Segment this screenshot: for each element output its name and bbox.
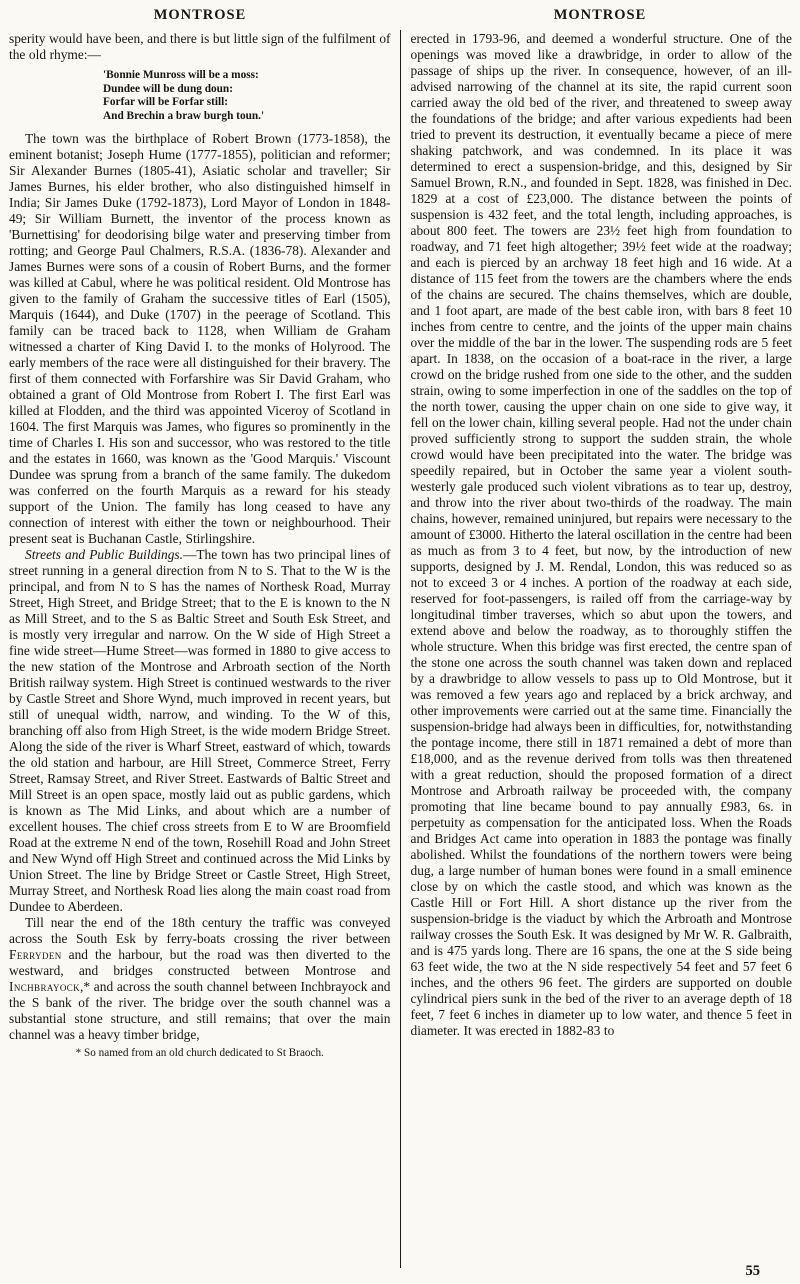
paragraph-streets: Streets and Public Buildings.—The town has two principal lines of street running in a general direction from N to S. That to the W is the principal, and from N to S has the names of Northesk Road, Murray Street, High Street, and Bridge Street; that to the E is known to the N as Mill Street, and to the S as Baltic Street and South Esk Street, and is mostly very irregular and narrow. On the W side of High Street a fine wide street—Hume Street—was formed in 1880 to give access to the new station of the Montrose and Arbroath section of the North British railway system. High Street is continued westwards to the river by Castle Street and Shore Wynd, much improved in recent years, but still of unequal width, narrow, and winding. To the W of this, branching off also from High Street, is the wide modern Bridge Street. Along the side of the river is Wharf Street, eastward of which, towards the old station and harbour, are Hill Street, Commerce Street, Ferry Street, Ramsay Street, and River Street. Eastwards of Baltic Street and Mill Street is an open space, mostly laid out as public gardens, which is known as The Mid Links, and about which are a number of excellent houses. The chief cross streets from E to W are Broomfield Road at the extreme N end of the town, Rosehill Road and John Street and New Wynd off High Street and continued across the Mid Links by Union Street. The line by Bridge Street or Castle Street, High Street, Murray Street, and Northesk Road lies along the main coast road from Dundee to Aberdeen.	[9, 547, 391, 915]
left-column	[9, 31, 391, 1269]
column-divider	[400, 30, 401, 1268]
running-head-right: MONTROSE	[553, 7, 647, 23]
paragraph-continuation-right: erected in 1793-96, and deemed a wonderful structure. One of the openings was moved like a drawbridge, in order to allow of the passage of ships up the river. In consequence, however, of an ill-advised narrowing of the channel at its site, the rapid current soon carried away the old bed of the river, and threatened to sweep away the foundations of the bridge; and after various expedients had been tried to prevent its destruction, it eventually became a piece of mere shaking patchwork, and was condemned. In its place it was determined to erect a suspension-bridge, and this, designed by Sir Samuel Brown, R.N., and founded in Sept. 1828, was finished in Dec. 1829 at a cost of £23,000. The distance between the points of suspension is 432 feet, and the total length, including approaches, is about 800 feet. The towers are 23½ feet high from foundation to roadway, and 71 feet high altogether; 39½ feet wide at the roadway; and each is pierced by an archway 18 feet high and 16 wide. At a distance of 115 feet from the towers are the chambers where the ends of the chains are secured. The chains themselves, which are double, and 1 foot apart, are made of the best cable iron, with bars 8 feet 10 inches from centre to centre, and the joints of the upper main chains over the middle of the bar in the lower. The suspending rods are 5 feet apart. In 1838, on the occasion of a boat-race in the river, a large crowd on the bridge rushed from one side to the other, and the sudden strain, owing to some imperfection in one of the saddles on the top of the north tower, causing the upper chain on one side to give way, it fell on the lower chain, killing several people. Had not the under chain proved sufficiently strong to support the sudden strain, the whole crowd would have been precipitated into the water. The bridge was speedily repaired, but in October the same year a violent south-westerly gale produced such violent vibrations as to tear up, destroy, and throw into the river about two-thirds of the roadway. The main chains, however, remained uninjured, but repairs were necessary to the amount of £3000. Hitherto the lateral oscillation in the centre had been as much as from 3 to 4 feet, but now, by the introduction of new supports, designed by J. M. Rendal, London, this was reduced so as not to exceed 3 or 4 inches. A portion of the roadway at each side, reserved for foot-passengers, is railed off from the carriage-way by longitudinal timber traverses, which so abut upon the towers, and extend above and below the roadway, as to thoroughly stiffen the whole structure. When this bridge was first erected, the centre span of the stone one across the south channel was taken down and replaced by a drawbridge to allow vessels to pass up to Old Montrose, but it was removed a few years ago and replaced by a brick archway, and other improvements were carried out at the same time. Financially the suspension-bridge had always been in difficulties, for, notwithstanding the pontage income, there still in 1871 remained a debt of more than £18,000, and as the revenue derived from tolls was then threatened with a great reduction, should the proposed formation of a direct Montrose and Arbroath railway be proceeded with, the company promoting that line became bound to pay annually £983, 6s. in perpetuity as compensation for the anticipated loss. When the Roads and Bridges Act came into operation in 1883 the pontage was finally abolished. Whilst the foundations of the northern towers were being dug, a large number of human bones were found in a small eminence close by on which the castle stood, and which was known as the Castle Hill or Fort Hill. A short distance up the river from the suspension-bridge is the viaduct by which the Arbroath and Montrose railway crosses the South Esk. It was designed by Mr W. R. Galbraith, and is 475 yards long. There are 16 spans, the one at the S side being 63 feet wide, the two at the N side respectively 54 feet and 57 feet 6 inches, and the others 96 feet. The girders are supported on double cylindrical piers sunk in the bed of the river to an average depth of 18 feet, 7 feet 6 inches in diameter up to low water, and thence 5 feet in diameter. It was erected in 1882-83 to	[410, 31, 792, 1038]
running-head-left: MONTROSE	[153, 7, 247, 23]
poem-line: Dundee will be dung doun:	[103, 82, 233, 95]
right-column	[411, 31, 793, 1269]
poem-line: 'Bonnie Munross will be a moss:	[103, 69, 259, 81]
paragraph-bridges: Till near the end of the 18th century the traffic was conveyed across the South Esk by ferry-boats crossing the river between Ferryden and the harbour, but the road was then diverted to the westward, and bridges constructed between Montrose and Inchbrayock,* and across the south channel between Inchbrayock and the S bank of the river. The bridge over the south channel was a substantial stone structure, and still remains; that over the main channel was a heavy timber bridge,	[9, 915, 391, 1043]
poem-block	[103, 69, 391, 123]
paragraph-continuation-left: sperity would have been, and there is but little sign of the fulfilment of the old rhyme:—	[9, 31, 391, 62]
page-number: 55	[745, 1263, 760, 1279]
paragraph-birthplace: The town was the birthplace of Robert Brown (1773-1858), the eminent botanist; Joseph Hume (1777-1855), politician and reformer; Sir Alexander Burnes (1805-41), Asiatic scholar and traveller; Sir James Burnes, his elder brother, who also distinguished himself in India; Sir James Duke (1792-1873), Lord Mayor of London in 1848-49; Sir William Burnett, the inventor of the process known as 'Burnettising' for deodorising bilge water and preserving timber from rotting; and George Paul Chalmers, R.S.A. (1836-78). Alexander and James Burnes were sons of a cousin of Robert Burns, and the former was killed at Cabul, where he was political resident. Old Montrose has given to the family of Graham the successive titles of Earl (1505), Marquis (1644), and Duke (1707) in the peerage of Scotland. This family can be traced back to 1128, when William de Graham witnessed a charter of King David I. to the monks of Holyrood. The early members of the race were all distinguished for their bravery. The first of them connected with Forfarshire was Sir David Graham, who obtained a grant of Old Montrose from Robert I. The first Earl was killed at Flodden, and the third was appointed Viceroy of Scotland in 1604. The first Marquis was James, who figures so prominently in the time of Charles I. His son and successor, who was restored to the title and the estates in 1660, was known as the 'Good Marquis.' Viscount Dundee was sprung from a branch of the same family. The dukedom was conferred on the fourth Marquis as a reward for his steady support of the Union. The family has long ceased to have any connection of interest with either the town or neighbourhood. Their present seat is Buchanan Castle, Stirlingshire.	[9, 131, 391, 547]
running-heads	[0, 0, 800, 24]
footnote: * So named from an old church dedicated to St Braoch.	[75, 1047, 324, 1060]
poem-line: And Brechin a braw burgh toun.'	[103, 109, 265, 122]
poem-line: Forfar will be Forfar still:	[103, 96, 229, 109]
